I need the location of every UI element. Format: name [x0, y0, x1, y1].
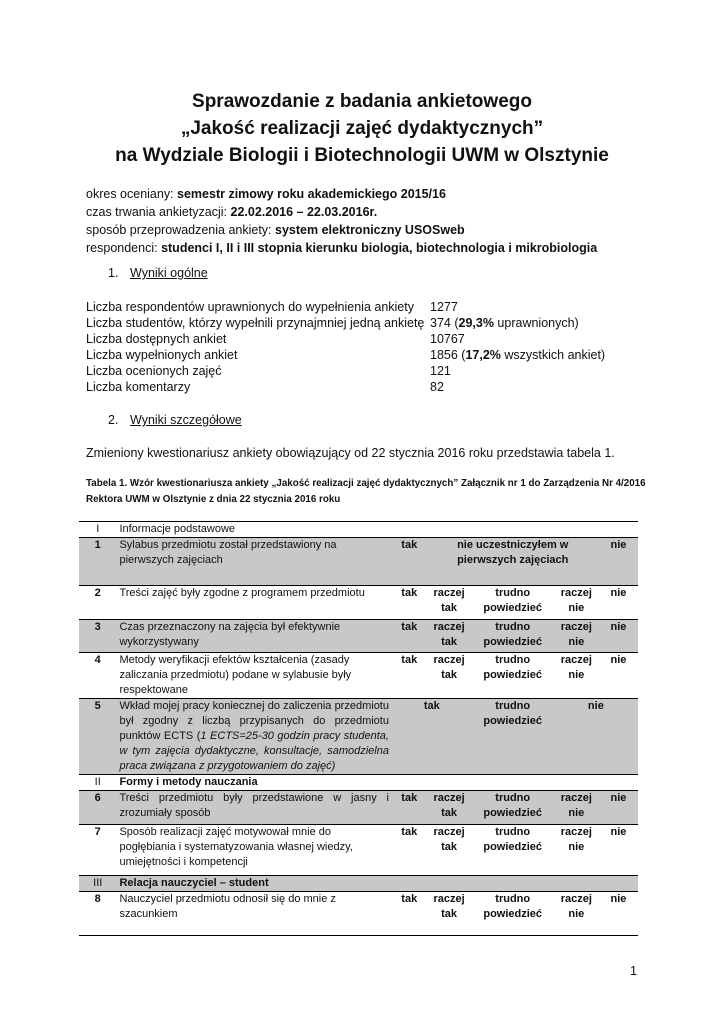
table-section-row: III Relacja nauczyciel – student	[79, 876, 638, 892]
section-heading-general: 1. Wyniki ogólne	[108, 266, 208, 280]
stat-label: Liczba dostępnych ankiet	[86, 332, 227, 346]
table-section-row: I Informacje podstawowe	[79, 522, 638, 538]
stat-value: 82	[430, 380, 444, 394]
table-section-row: II Formy i metody nauczania	[79, 775, 638, 791]
questionnaire-table	[79, 521, 638, 936]
stat-value: 1856 (17,2% wszystkich ankiet)	[430, 348, 606, 362]
table-row: 3 Czas przeznaczony na zajęcia był efektywnie wykorzystywany tak raczej tak trudno powiedzieć raczej nie nie	[79, 620, 638, 653]
meta-respondents: respondenci: studenci I, II i III stopnia kierunku biologia, biotechnologia i mikrobiologia	[86, 241, 598, 255]
stat-label: Liczba studentów, którzy wypełnili przynajmniej jedną ankietę	[86, 316, 425, 330]
table-caption: Tabela 1. Wzór kwestionariusza ankiety „Jakość realizacji zajęć dydaktycznych” Załącznik nr 1 do Zarządzenia Nr 4/2016 Rektora UWM w Olsztynie z dnia 22 stycznia 2016 roku	[86, 478, 646, 505]
meta-period: okres oceniany: semestr zimowy roku akademickiego 2015/16	[86, 187, 446, 201]
section-heading-detailed: 2. Wyniki szczegółowe	[108, 413, 242, 427]
report-title-line-3: na Wydziale Biologii i Biotechnologii UWM w Olsztynie	[115, 145, 609, 166]
table-row: 5 Wkład mojej pracy koniecznej do zaliczenia przedmiotu był zgodny z liczbą przypisanych do przedmiotu punktów ECTS (1 ECTS=25-30 godzin pracy studenta, w tym zajęcia dydaktyczne, konsultacje, samodzielna praca związana z przygotowaniem do zajęć) tak trudno powiedzieć nie	[79, 699, 638, 775]
page-number: 1	[630, 964, 637, 978]
report-title-line-2: „Jakość realizacji zajęć dydaktycznych”	[180, 118, 544, 139]
report-title-line-1: Sprawozdanie z badania ankietowego	[192, 91, 532, 112]
stat-value: 10767	[430, 332, 465, 346]
meta-method: sposób przeprowadzenia ankiety: system elektroniczny USOSweb	[86, 223, 465, 237]
meta-duration: czas trwania ankietyzacji: 22.02.2016 – 22.03.2016r.	[86, 205, 378, 219]
table-row: 6 Treści przedmiotu były przedstawione w jasny i zrozumiały sposób tak raczej tak trudno powiedzieć raczej nie nie	[79, 791, 638, 825]
table-row: 4 Metody weryfikacji efektów kształcenia (zasady zaliczania przedmiotu) podane w sylabusie były respektowane tak raczej tak trudno powiedzieć raczej nie nie	[79, 653, 638, 699]
table-row: 7 Sposób realizacji zajęć motywował mnie do pogłębiania i systematyzowania własnej wiedzy, umiejętności i kompetencji tak raczej tak trudno powiedzieć raczej nie nie	[79, 825, 638, 876]
stat-value: 374 (29,3% uprawnionych)	[430, 316, 579, 330]
stat-label: Liczba wypełnionych ankiet	[86, 348, 238, 362]
stat-label: Liczba ocenionych zajęć	[86, 364, 222, 378]
stat-label: Liczba respondentów uprawnionych do wypełnienia ankiety	[86, 300, 414, 314]
table-row: 1 Sylabus przedmiotu został przedstawiony na pierwszych zajęciach tak nie uczestniczyłem w pierwszych zajęciach nie	[79, 538, 638, 586]
table-row: 2 Treści zajęć były zgodne z programem przedmiotu tak raczej tak trudno powiedzieć raczej nie nie	[79, 586, 638, 620]
stat-value: 121	[430, 364, 451, 378]
stat-value: 1277	[430, 300, 458, 314]
stat-label: Liczba komentarzy	[86, 380, 191, 394]
intro-paragraph: Zmieniony kwestionariusz ankiety obowiązujący od 22 stycznia 2016 roku przedstawia tabela 1.	[86, 446, 615, 460]
table-row: 8 Nauczyciel przedmiotu odnosił się do mnie z szacunkiem tak raczej tak trudno powiedzieć raczej nie nie	[79, 892, 638, 936]
